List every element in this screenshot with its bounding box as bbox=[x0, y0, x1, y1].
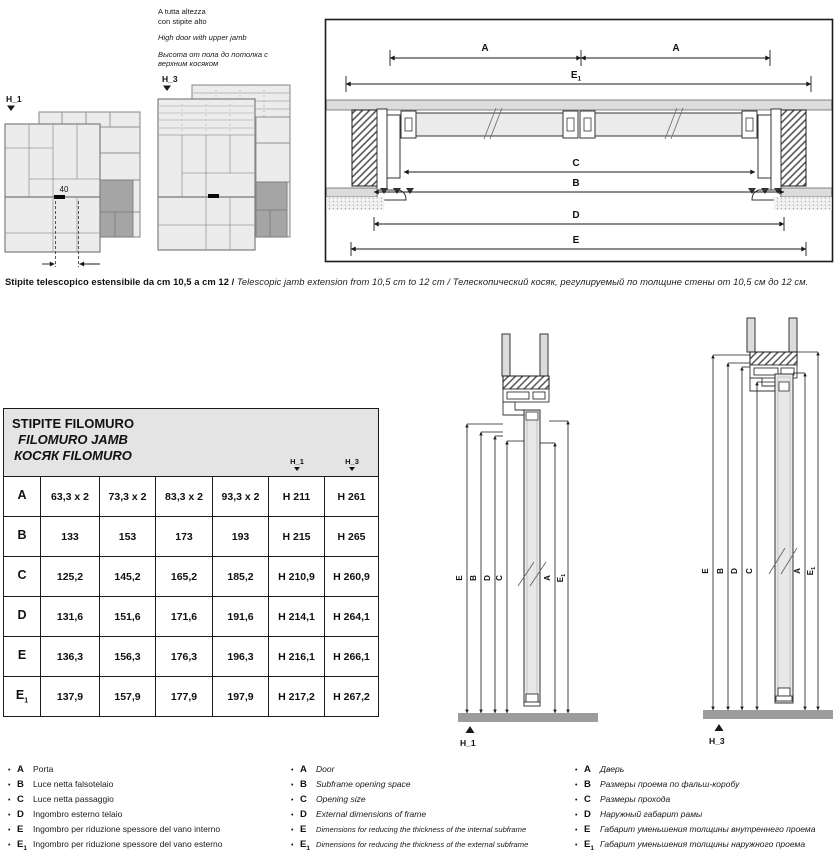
dim-a-right-label: A bbox=[672, 43, 680, 54]
legend-item: • A Дверь bbox=[575, 764, 625, 775]
dim-b-label: B bbox=[469, 575, 478, 581]
h3-label: H_3 bbox=[709, 736, 725, 746]
table-row bbox=[4, 637, 379, 677]
table-cell: H 266,1 bbox=[325, 637, 379, 677]
table-cell: H 260,9 bbox=[325, 557, 379, 597]
table-row bbox=[4, 597, 379, 637]
vertical-section-h3-drawing bbox=[655, 316, 835, 753]
dim-40-label: 40 bbox=[59, 185, 69, 194]
spec-table bbox=[3, 408, 379, 717]
col-header-h3: H_3 bbox=[332, 457, 372, 471]
table-row bbox=[4, 677, 379, 717]
table-title-en: FILOMURO JAMB bbox=[18, 432, 128, 447]
wall-stud bbox=[502, 334, 510, 376]
legend-item: • E Ingombro per riduzione spessore del vano interno bbox=[8, 824, 221, 835]
dim-a-label: A bbox=[543, 575, 552, 581]
wall-stud bbox=[540, 334, 548, 376]
bullet-icon: • bbox=[8, 782, 11, 789]
note-en: High door with upper jamb bbox=[158, 33, 247, 42]
caption bbox=[5, 276, 833, 287]
dimension-lines bbox=[467, 421, 568, 713]
table-row bbox=[4, 557, 379, 597]
triangle-up-icon bbox=[715, 724, 724, 731]
dim-d-label: D bbox=[483, 575, 492, 581]
dim-e1-label: $E_1$ bbox=[570, 70, 582, 83]
legend-italian bbox=[8, 764, 222, 854]
floor-bar bbox=[703, 710, 833, 719]
table-cell: 83,3 x 2 bbox=[156, 477, 213, 517]
bullet-icon: • bbox=[8, 767, 11, 774]
table-cell: 153 bbox=[100, 517, 156, 557]
header-hatch bbox=[750, 352, 797, 365]
floor-bar bbox=[458, 713, 598, 722]
table-cell: 63,3 x 2 bbox=[41, 477, 100, 517]
dim-c-label: C bbox=[495, 575, 504, 581]
legend-item: • B Subframe opening space bbox=[291, 779, 411, 790]
triangle-down-icon bbox=[349, 467, 355, 471]
full-height-note bbox=[158, 7, 268, 69]
wall-hatch-right bbox=[781, 110, 806, 186]
dim-e-label: E bbox=[572, 235, 580, 246]
table-cell: H 211 bbox=[269, 477, 325, 517]
bullet-icon: • bbox=[8, 797, 11, 804]
dim-b-label: B bbox=[572, 178, 580, 189]
vertical-section-h1-drawing bbox=[440, 328, 640, 753]
table-cell: H 216,1 bbox=[269, 637, 325, 677]
dim-d-label: D bbox=[572, 210, 580, 221]
table-cell: H 217,2 bbox=[269, 677, 325, 717]
row-label: B bbox=[4, 517, 41, 557]
legend-item: • C Luce netta passaggio bbox=[8, 794, 114, 805]
row-label: A bbox=[4, 477, 41, 517]
bullet-icon: • bbox=[8, 812, 11, 819]
front-door-panel bbox=[158, 99, 255, 250]
bullet-icon: • bbox=[291, 842, 294, 849]
bullet-icon: • bbox=[575, 812, 578, 819]
table-cell: H 265 bbox=[325, 517, 379, 557]
door-panel-section bbox=[769, 374, 797, 703]
bullet-icon: • bbox=[575, 782, 578, 789]
table-cell: 176,3 bbox=[156, 637, 213, 677]
legend-item: • E Габарит уменьшения толщины внутреннего проема bbox=[575, 824, 816, 835]
table-cell: 145,2 bbox=[100, 557, 156, 597]
door-panel-section bbox=[518, 410, 546, 706]
table-cell: 185,2 bbox=[213, 557, 269, 597]
front-door-panel bbox=[5, 124, 100, 252]
bullet-icon: • bbox=[291, 827, 294, 834]
legend-russian bbox=[575, 764, 815, 854]
table-titles bbox=[12, 416, 134, 464]
door-elevation-h1-drawing bbox=[2, 93, 152, 278]
bullet-icon: • bbox=[291, 782, 294, 789]
note-it-line2: con stipite alto bbox=[158, 16, 207, 26]
h3-label: H_3 bbox=[162, 74, 178, 84]
bullet-icon: • bbox=[291, 767, 294, 774]
legend-item: • B Luce netta falsotelaio bbox=[8, 779, 114, 790]
door-handle bbox=[54, 195, 65, 199]
dim-e1-label: $E_1$ bbox=[806, 566, 817, 576]
door-panel-left bbox=[401, 108, 578, 139]
table-cell: H 210,9 bbox=[269, 557, 325, 597]
dim-e-label: E bbox=[455, 575, 464, 581]
header-hatch bbox=[503, 376, 549, 389]
wall-hatch-left bbox=[352, 110, 377, 186]
legend-item: • C Размеры прохода bbox=[575, 794, 671, 805]
legend-item: • E Dimensions for reducing the thickness of the internal subframe bbox=[291, 824, 527, 835]
row-label: C bbox=[4, 557, 41, 597]
row-label: E bbox=[4, 637, 41, 677]
table-cell: 131,6 bbox=[41, 597, 100, 637]
table-cell: H 215 bbox=[269, 517, 325, 557]
door-elevation-h3-drawing bbox=[150, 73, 315, 258]
table-cell: 133 bbox=[41, 517, 100, 557]
spec-table-wrap bbox=[3, 408, 379, 717]
legend-item: • A Door bbox=[291, 764, 335, 775]
drawing-border bbox=[326, 20, 833, 262]
col-header-h1: H_1 bbox=[277, 457, 317, 471]
note-it-line1: A tutta altezza bbox=[158, 7, 206, 16]
legend-item: • B Размеры проема по фальш-коробу bbox=[575, 779, 740, 790]
legend-item: • $E_1$ Габарит уменьшения толщины наружного проема bbox=[575, 839, 806, 852]
table-cell: 151,6 bbox=[100, 597, 156, 637]
triangle-down-icon bbox=[294, 467, 300, 471]
h1-label: H_1 bbox=[460, 738, 476, 748]
dim-c-label: C bbox=[572, 158, 580, 169]
table-cell: H 214,1 bbox=[269, 597, 325, 637]
table-cell: 156,3 bbox=[100, 637, 156, 677]
wall-stud bbox=[747, 318, 755, 352]
dim-d-label: D bbox=[730, 568, 739, 574]
caption-bold: Stipite telescopico estensibile da cm 10,5 a cm 12 / bbox=[5, 276, 237, 287]
table-cell: H 261 bbox=[325, 477, 379, 517]
bullet-icon: • bbox=[8, 842, 11, 849]
note-ru-line1: Высота от пола до потолка с bbox=[158, 49, 268, 59]
table-title-ru: КОСЯК FILOMURO bbox=[14, 448, 132, 463]
table-cell: 177,9 bbox=[156, 677, 213, 717]
table-cell: 73,3 x 2 bbox=[100, 477, 156, 517]
legend-item: • $E_1$ Dimensions for reducing the thickness of the external subframe bbox=[291, 839, 529, 852]
table-header-cell bbox=[4, 409, 379, 477]
bullet-icon: • bbox=[291, 797, 294, 804]
table-cell: 165,2 bbox=[156, 557, 213, 597]
bullet-icon: • bbox=[291, 812, 294, 819]
legend-item: • A Porta bbox=[8, 764, 54, 775]
legend-item: • $E_1$ Ingombro per riduzione spessore del vano esterno bbox=[8, 839, 223, 852]
dim-b-label: B bbox=[716, 568, 725, 574]
dim-c-label: C bbox=[745, 568, 754, 574]
dim-e1-label: $E_1$ bbox=[556, 573, 567, 583]
table-row bbox=[4, 517, 379, 557]
legend-english bbox=[291, 764, 528, 854]
dim-a-left-label: A bbox=[481, 43, 489, 54]
table-cell: 93,3 x 2 bbox=[213, 477, 269, 517]
table-cell: 157,9 bbox=[100, 677, 156, 717]
bullet-icon: • bbox=[8, 827, 11, 834]
dim-e-label: E bbox=[701, 568, 710, 574]
bullet-icon: • bbox=[575, 767, 578, 774]
h1-label: H_1 bbox=[6, 94, 22, 104]
table-cell: 136,3 bbox=[41, 637, 100, 677]
bullet-icon: • bbox=[575, 842, 578, 849]
table-cell: 171,6 bbox=[156, 597, 213, 637]
door-panel-right bbox=[580, 108, 757, 139]
row-label: D bbox=[4, 597, 41, 637]
legend-item: • C Opening size bbox=[291, 794, 366, 805]
dim-a-label: A bbox=[793, 568, 802, 574]
table-cell: 173 bbox=[156, 517, 213, 557]
legend-item: • D Наружный габарит рамы bbox=[575, 809, 703, 820]
ceiling-finish-band bbox=[326, 100, 831, 110]
dimension-lines bbox=[713, 352, 818, 710]
table-cell: 191,6 bbox=[213, 597, 269, 637]
wall-stud bbox=[789, 318, 797, 352]
table-cell: H 267,2 bbox=[325, 677, 379, 717]
legend-item: • D External dimensions of frame bbox=[291, 809, 427, 820]
row-label: $E_1$ bbox=[4, 677, 41, 717]
table-header-row bbox=[4, 409, 379, 477]
table-cell: H 264,1 bbox=[325, 597, 379, 637]
caption-italic: Telescopic jamb extension from 10,5 cm to 12 cm / Телескопический косяк, регулируемый по толщине стены от 10,5 см до 12 см. bbox=[236, 276, 809, 287]
triangle-down-icon bbox=[163, 86, 171, 92]
table-cell: 137,9 bbox=[41, 677, 100, 717]
table-title-it: STIPITE FILOMURO bbox=[12, 416, 135, 431]
note-ru-line2: верхним косяком bbox=[158, 59, 219, 68]
triangle-up-icon bbox=[466, 726, 475, 733]
table-cell: 125,2 bbox=[41, 557, 100, 597]
table-cell: 197,9 bbox=[213, 677, 269, 717]
table-cell: 193 bbox=[213, 517, 269, 557]
bullet-icon: • bbox=[575, 827, 578, 834]
triangle-down-icon bbox=[7, 106, 15, 112]
legend-item: • D Ingombro esterno telaio bbox=[8, 809, 123, 820]
plan-section-drawing bbox=[324, 18, 834, 263]
table-cell: 196,3 bbox=[213, 637, 269, 677]
table-row bbox=[4, 477, 379, 517]
door-handle bbox=[208, 194, 219, 198]
bullet-icon: • bbox=[575, 797, 578, 804]
